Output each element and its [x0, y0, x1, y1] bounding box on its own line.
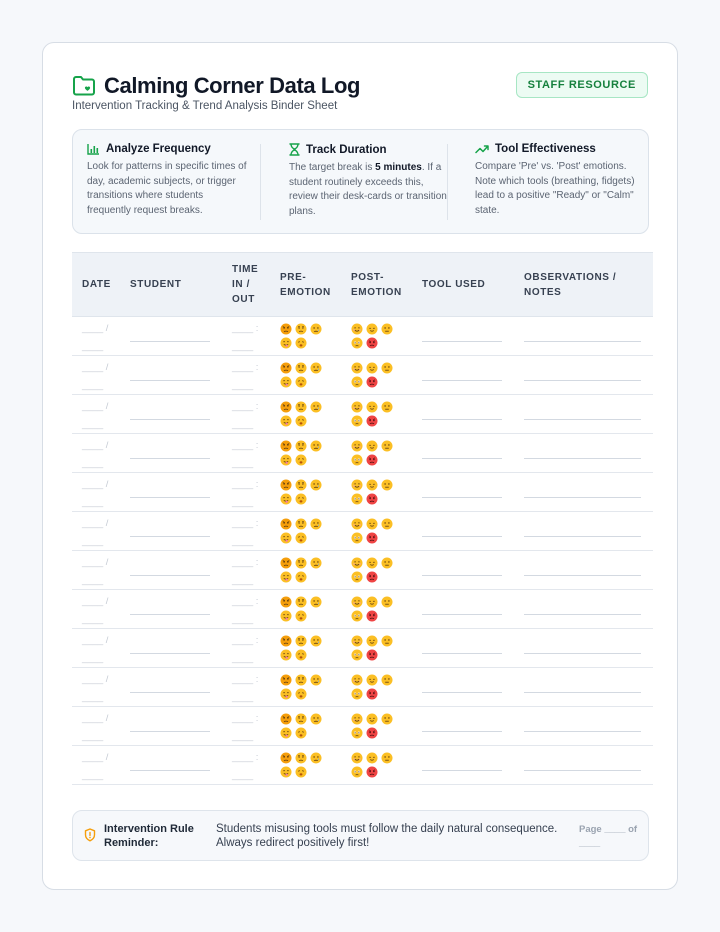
pre-emotion-choices[interactable]	[270, 629, 341, 668]
worried-face-icon[interactable]	[295, 401, 307, 413]
worried-face-icon[interactable]	[295, 323, 307, 335]
relieved-face-icon[interactable]	[366, 752, 378, 764]
student-blank[interactable]	[120, 395, 222, 434]
date-blank[interactable]: ____ / ____	[72, 512, 120, 551]
crying-face-icon[interactable]	[310, 674, 322, 686]
notes-blank[interactable]	[514, 590, 653, 629]
divider	[260, 144, 261, 220]
effectiveness-text: Compare 'Pre' vs. 'Post' emotions. Note which tools (breathing, fidgets) lead to a positive "Ready" or "Calm" state.	[475, 161, 635, 216]
student-blank[interactable]	[120, 707, 222, 746]
frequency-text: Look for patterns in specific times of day, academic subjects, or trigger transitions where students frequently request breaks.	[87, 161, 247, 216]
sad-face-icon[interactable]	[351, 376, 363, 388]
duration-tip	[289, 143, 451, 219]
sad-face-icon[interactable]	[351, 649, 363, 661]
angry-face-icon[interactable]	[280, 752, 292, 764]
worried-face-icon[interactable]	[295, 713, 307, 725]
tool-used-blank[interactable]	[412, 551, 514, 590]
folder-heart-icon	[72, 75, 96, 97]
tool-used-blank[interactable]	[412, 356, 514, 395]
silly-face-icon[interactable]	[280, 376, 292, 388]
relieved-face-icon[interactable]	[366, 713, 378, 725]
sad-face-icon[interactable]	[351, 337, 363, 349]
worried-face-icon[interactable]	[295, 479, 307, 491]
student-blank[interactable]	[120, 629, 222, 668]
sad-face-icon[interactable]	[351, 532, 363, 544]
col-tool-used: TOOL USED	[412, 253, 514, 317]
silly-face-icon[interactable]	[280, 688, 292, 700]
notes-blank[interactable]	[514, 317, 653, 356]
crying-face-icon[interactable]	[310, 557, 322, 569]
intervention-log-table	[72, 252, 653, 785]
crying-face-icon[interactable]	[310, 635, 322, 647]
pre-emotion-choices[interactable]	[270, 473, 341, 512]
time-blank[interactable]: ____ : ____	[222, 356, 270, 395]
trend-up-icon	[475, 144, 489, 154]
frustrated-face-icon[interactable]	[366, 493, 378, 505]
angry-face-icon[interactable]	[280, 518, 292, 530]
col-time: TIME IN / OUT	[222, 253, 270, 317]
student-blank[interactable]	[120, 434, 222, 473]
happy-face-icon[interactable]	[351, 401, 363, 413]
duration-title: Track Duration	[306, 143, 387, 156]
neutral-face-icon[interactable]	[381, 518, 393, 530]
frustrated-face-icon[interactable]	[366, 766, 378, 778]
date-blank[interactable]: ____ / ____	[72, 434, 120, 473]
crying-face-icon[interactable]	[310, 713, 322, 725]
angry-face-icon[interactable]	[280, 401, 292, 413]
tool-used-blank[interactable]	[412, 395, 514, 434]
relieved-face-icon[interactable]	[366, 479, 378, 491]
crying-face-icon[interactable]	[310, 479, 322, 491]
tired-face-icon[interactable]	[295, 766, 307, 778]
hourglass-icon	[289, 143, 300, 156]
crying-face-icon[interactable]	[310, 440, 322, 452]
tired-face-icon[interactable]	[295, 610, 307, 622]
neutral-face-icon[interactable]	[381, 674, 393, 686]
post-emotion-choices[interactable]	[341, 590, 412, 629]
table-row	[72, 317, 653, 356]
happy-face-icon[interactable]	[351, 440, 363, 452]
post-emotion-choices[interactable]	[341, 356, 412, 395]
worried-face-icon[interactable]	[295, 518, 307, 530]
time-blank[interactable]: ____ : ____	[222, 473, 270, 512]
frustrated-face-icon[interactable]	[366, 415, 378, 427]
sad-face-icon[interactable]	[351, 688, 363, 700]
date-blank[interactable]: ____ / ____	[72, 707, 120, 746]
crying-face-icon[interactable]	[310, 323, 322, 335]
effectiveness-title: Tool Effectiveness	[495, 143, 596, 155]
tool-used-blank[interactable]	[412, 668, 514, 707]
tool-used-blank[interactable]	[412, 434, 514, 473]
date-blank[interactable]: ____ / ____	[72, 356, 120, 395]
neutral-face-icon[interactable]	[381, 401, 393, 413]
notes-blank[interactable]	[514, 473, 653, 512]
angry-face-icon[interactable]	[280, 674, 292, 686]
student-blank[interactable]	[120, 551, 222, 590]
table-row	[72, 590, 653, 629]
frustrated-face-icon[interactable]	[366, 610, 378, 622]
notes-blank[interactable]	[514, 512, 653, 551]
happy-face-icon[interactable]	[351, 713, 363, 725]
frustrated-face-icon[interactable]	[366, 649, 378, 661]
date-blank[interactable]: ____ / ____	[72, 551, 120, 590]
angry-face-icon[interactable]	[280, 362, 292, 374]
student-blank[interactable]	[120, 356, 222, 395]
happy-face-icon[interactable]	[351, 674, 363, 686]
sad-face-icon[interactable]	[351, 610, 363, 622]
happy-face-icon[interactable]	[351, 596, 363, 608]
sad-face-icon[interactable]	[351, 766, 363, 778]
date-blank[interactable]: ____ / ____	[72, 590, 120, 629]
notes-blank[interactable]	[514, 668, 653, 707]
silly-face-icon[interactable]	[280, 493, 292, 505]
angry-face-icon[interactable]	[280, 440, 292, 452]
post-emotion-choices[interactable]	[341, 434, 412, 473]
date-blank[interactable]: ____ / ____	[72, 629, 120, 668]
tired-face-icon[interactable]	[295, 688, 307, 700]
worried-face-icon[interactable]	[295, 362, 307, 374]
student-blank[interactable]	[120, 317, 222, 356]
guidance-panel	[72, 129, 649, 234]
time-blank[interactable]: ____ : ____	[222, 512, 270, 551]
pre-emotion-choices[interactable]	[270, 551, 341, 590]
neutral-face-icon[interactable]	[381, 752, 393, 764]
happy-face-icon[interactable]	[351, 518, 363, 530]
silly-face-icon[interactable]	[280, 649, 292, 661]
pre-emotion-choices[interactable]	[270, 668, 341, 707]
silly-face-icon[interactable]	[280, 766, 292, 778]
sad-face-icon[interactable]	[351, 454, 363, 466]
pre-emotion-choices[interactable]	[270, 356, 341, 395]
col-notes: OBSERVATIONS / NOTES	[514, 253, 653, 317]
pre-emotion-choices[interactable]	[270, 317, 341, 356]
time-blank[interactable]: ____ : ____	[222, 551, 270, 590]
neutral-face-icon[interactable]	[381, 362, 393, 374]
time-blank[interactable]: ____ : ____	[222, 668, 270, 707]
crying-face-icon[interactable]	[310, 518, 322, 530]
time-blank[interactable]: ____ : ____	[222, 590, 270, 629]
neutral-face-icon[interactable]	[381, 440, 393, 452]
silly-face-icon[interactable]	[280, 727, 292, 739]
time-blank[interactable]: ____ : ____	[222, 746, 270, 785]
tool-used-blank[interactable]	[412, 629, 514, 668]
page-number-blank: Page ____ of ____	[579, 824, 638, 849]
page-title: Calming Corner Data Log	[104, 73, 361, 98]
worried-face-icon[interactable]	[295, 557, 307, 569]
table-row	[72, 395, 653, 434]
reminder-text: Students misusing tools must follow the daily natural consequence. Always redirect positively first!	[216, 823, 558, 849]
student-blank[interactable]	[120, 590, 222, 629]
tired-face-icon[interactable]	[295, 415, 307, 427]
tool-used-blank[interactable]	[412, 746, 514, 785]
tired-face-icon[interactable]	[295, 454, 307, 466]
post-emotion-choices[interactable]	[341, 395, 412, 434]
sad-face-icon[interactable]	[351, 493, 363, 505]
tool-used-blank[interactable]	[412, 590, 514, 629]
student-blank[interactable]	[120, 512, 222, 551]
worried-face-icon[interactable]	[295, 596, 307, 608]
notes-blank[interactable]	[514, 746, 653, 785]
happy-face-icon[interactable]	[351, 323, 363, 335]
tool-used-blank[interactable]	[412, 473, 514, 512]
table-row	[72, 551, 653, 590]
tired-face-icon[interactable]	[295, 571, 307, 583]
date-blank[interactable]: ____ / ____	[72, 668, 120, 707]
crying-face-icon[interactable]	[310, 401, 322, 413]
silly-face-icon[interactable]	[280, 337, 292, 349]
relieved-face-icon[interactable]	[366, 323, 378, 335]
title-row	[72, 73, 360, 99]
angry-face-icon[interactable]	[280, 596, 292, 608]
col-pre-emotion: PRE-EMOTION	[270, 253, 341, 317]
time-blank[interactable]: ____ : ____	[222, 395, 270, 434]
effectiveness-tip	[475, 143, 637, 218]
silly-face-icon[interactable]	[280, 415, 292, 427]
tired-face-icon[interactable]	[295, 337, 307, 349]
notes-blank[interactable]	[514, 356, 653, 395]
notes-blank[interactable]	[514, 551, 653, 590]
post-emotion-choices[interactable]	[341, 551, 412, 590]
worried-face-icon[interactable]	[295, 635, 307, 647]
tool-used-blank[interactable]	[412, 707, 514, 746]
table-row	[72, 512, 653, 551]
relieved-face-icon[interactable]	[366, 674, 378, 686]
pre-emotion-choices[interactable]	[270, 395, 341, 434]
frequency-title: Analyze Frequency	[106, 143, 211, 155]
time-blank[interactable]: ____ : ____	[222, 707, 270, 746]
pre-emotion-choices[interactable]	[270, 590, 341, 629]
neutral-face-icon[interactable]	[381, 635, 393, 647]
tired-face-icon[interactable]	[295, 532, 307, 544]
frustrated-face-icon[interactable]	[366, 454, 378, 466]
happy-face-icon[interactable]	[351, 479, 363, 491]
neutral-face-icon[interactable]	[381, 479, 393, 491]
sad-face-icon[interactable]	[351, 415, 363, 427]
student-blank[interactable]	[120, 746, 222, 785]
student-blank[interactable]	[120, 473, 222, 512]
date-blank[interactable]: ____ / ____	[72, 395, 120, 434]
notes-blank[interactable]	[514, 434, 653, 473]
silly-face-icon[interactable]	[280, 454, 292, 466]
table-row	[72, 707, 653, 746]
worried-face-icon[interactable]	[295, 752, 307, 764]
shield-alert-icon	[84, 828, 96, 842]
angry-face-icon[interactable]	[280, 713, 292, 725]
reminder-label: Intervention Rule Reminder:	[104, 823, 194, 849]
frequency-tip	[87, 143, 249, 218]
angry-face-icon[interactable]	[280, 635, 292, 647]
col-post-emotion: POST-EMOTION	[341, 253, 412, 317]
neutral-face-icon[interactable]	[381, 596, 393, 608]
table-row	[72, 356, 653, 395]
table-row	[72, 668, 653, 707]
time-blank[interactable]: ____ : ____	[222, 434, 270, 473]
frustrated-face-icon[interactable]	[366, 532, 378, 544]
relieved-face-icon[interactable]	[366, 440, 378, 452]
pre-emotion-choices[interactable]	[270, 512, 341, 551]
frustrated-face-icon[interactable]	[366, 727, 378, 739]
worried-face-icon[interactable]	[295, 674, 307, 686]
worried-face-icon[interactable]	[295, 440, 307, 452]
angry-face-icon[interactable]	[280, 479, 292, 491]
frustrated-face-icon[interactable]	[366, 571, 378, 583]
post-emotion-choices[interactable]	[341, 629, 412, 668]
col-student: STUDENT	[120, 253, 222, 317]
post-emotion-choices[interactable]	[341, 668, 412, 707]
tool-used-blank[interactable]	[412, 317, 514, 356]
post-emotion-choices[interactable]	[341, 707, 412, 746]
table-body	[72, 317, 653, 785]
post-emotion-choices[interactable]	[341, 317, 412, 356]
relieved-face-icon[interactable]	[366, 635, 378, 647]
angry-face-icon[interactable]	[280, 323, 292, 335]
relieved-face-icon[interactable]	[366, 596, 378, 608]
sad-face-icon[interactable]	[351, 571, 363, 583]
angry-face-icon[interactable]	[280, 557, 292, 569]
post-emotion-choices[interactable]	[341, 473, 412, 512]
table-header-row	[72, 253, 653, 317]
student-blank[interactable]	[120, 668, 222, 707]
pre-emotion-choices[interactable]	[270, 707, 341, 746]
date-blank[interactable]: ____ / ____	[72, 317, 120, 356]
frustrated-face-icon[interactable]	[366, 688, 378, 700]
happy-face-icon[interactable]	[351, 752, 363, 764]
pre-emotion-choices[interactable]	[270, 434, 341, 473]
tired-face-icon[interactable]	[295, 493, 307, 505]
page-subtitle: Intervention Tracking & Trend Analysis Binder Sheet	[72, 100, 338, 112]
happy-face-icon[interactable]	[351, 635, 363, 647]
time-blank[interactable]: ____ : ____	[222, 629, 270, 668]
divider	[447, 144, 448, 220]
neutral-face-icon[interactable]	[381, 323, 393, 335]
table-row	[72, 434, 653, 473]
crying-face-icon[interactable]	[310, 362, 322, 374]
date-blank[interactable]: ____ / ____	[72, 473, 120, 512]
notes-blank[interactable]	[514, 629, 653, 668]
post-emotion-choices[interactable]	[341, 512, 412, 551]
crying-face-icon[interactable]	[310, 596, 322, 608]
happy-face-icon[interactable]	[351, 362, 363, 374]
tired-face-icon[interactable]	[295, 649, 307, 661]
tired-face-icon[interactable]	[295, 727, 307, 739]
relieved-face-icon[interactable]	[366, 401, 378, 413]
table-row	[72, 473, 653, 512]
silly-face-icon[interactable]	[280, 610, 292, 622]
frustrated-face-icon[interactable]	[366, 376, 378, 388]
staff-resource-badge: STAFF RESOURCE	[516, 72, 648, 98]
tired-face-icon[interactable]	[295, 376, 307, 388]
data-log-sheet	[42, 42, 678, 890]
tool-used-blank[interactable]	[412, 512, 514, 551]
time-blank[interactable]: ____ : ____	[222, 317, 270, 356]
pre-emotion-choices[interactable]	[270, 746, 341, 785]
post-emotion-choices[interactable]	[341, 746, 412, 785]
date-blank[interactable]: ____ / ____	[72, 746, 120, 785]
neutral-face-icon[interactable]	[381, 557, 393, 569]
table-row	[72, 629, 653, 668]
notes-blank[interactable]	[514, 395, 653, 434]
sad-face-icon[interactable]	[351, 727, 363, 739]
bar-chart-icon	[87, 143, 100, 155]
relieved-face-icon[interactable]	[366, 362, 378, 374]
neutral-face-icon[interactable]	[381, 713, 393, 725]
happy-face-icon[interactable]	[351, 557, 363, 569]
frustrated-face-icon[interactable]	[366, 337, 378, 349]
crying-face-icon[interactable]	[310, 752, 322, 764]
silly-face-icon[interactable]	[280, 571, 292, 583]
notes-blank[interactable]	[514, 707, 653, 746]
relieved-face-icon[interactable]	[366, 518, 378, 530]
table-row	[72, 746, 653, 785]
col-date: DATE	[72, 253, 120, 317]
duration-text: The target break is 5 minutes. If a student routinely exceeds this, review their desk-cards or transition plans.	[289, 162, 447, 217]
intervention-reminder	[72, 810, 649, 861]
relieved-face-icon[interactable]	[366, 557, 378, 569]
silly-face-icon[interactable]	[280, 532, 292, 544]
